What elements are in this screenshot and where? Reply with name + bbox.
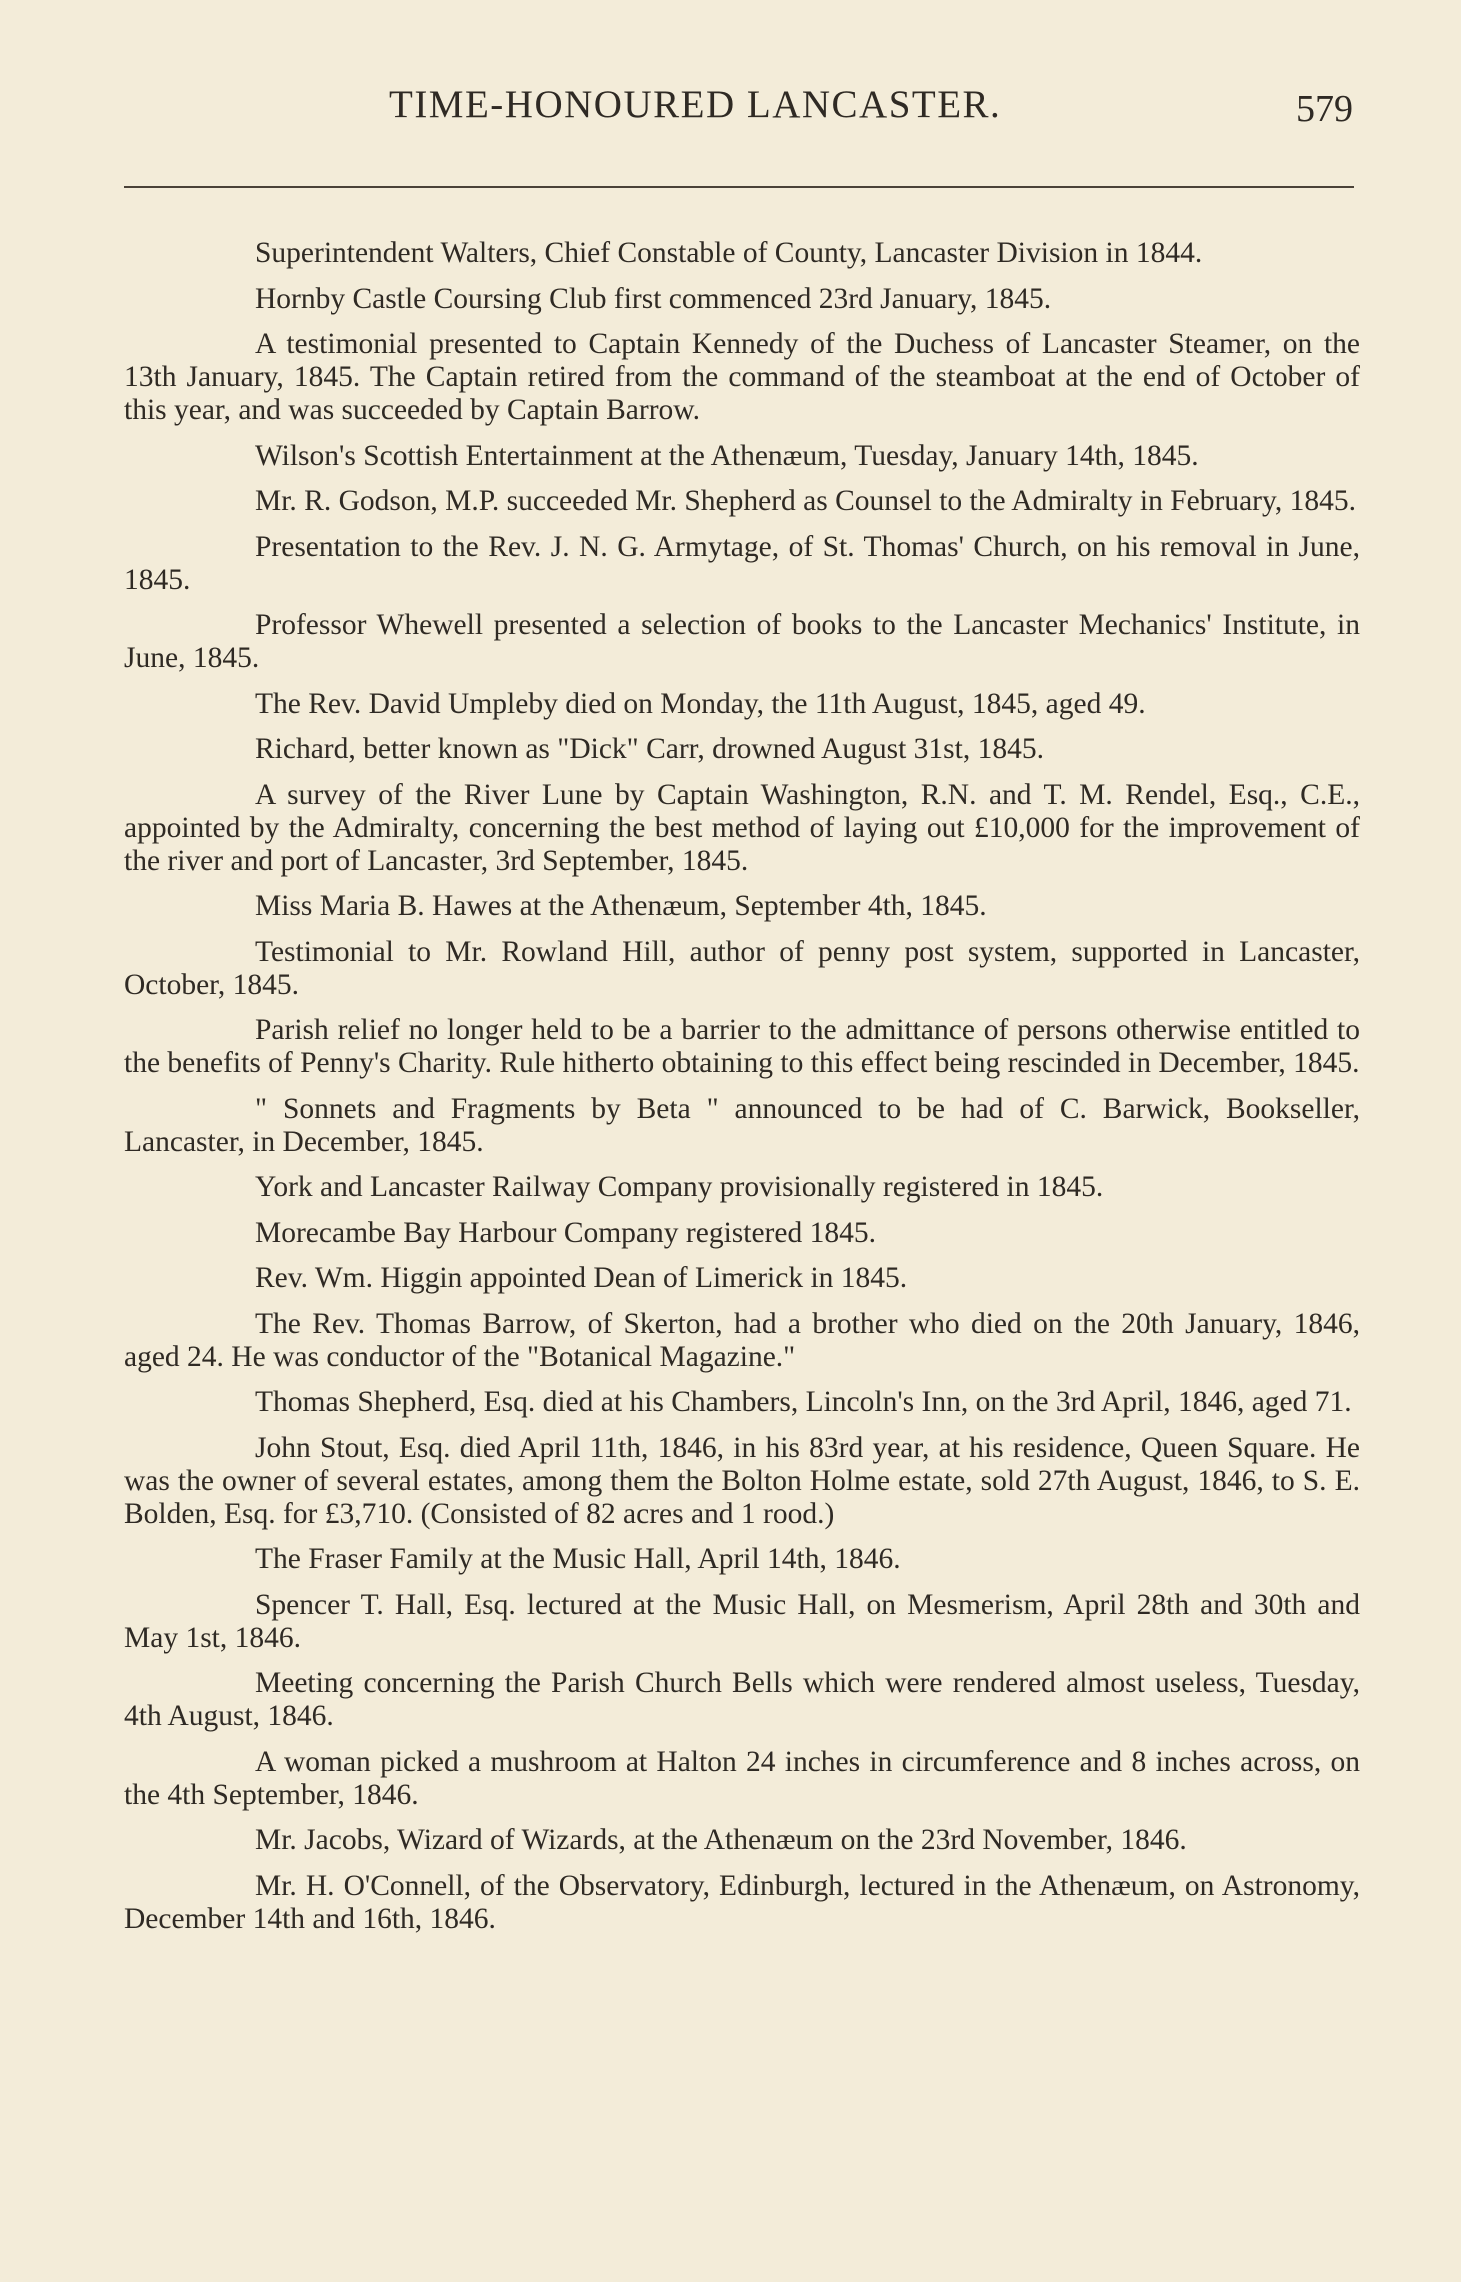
- entry: Professor Whewell presented a selection of books to the Lancaster Mechanics' Institute, in June, 1845.: [124, 609, 1360, 674]
- entry: Mr. H. O'Connell, of the Observatory, Edinburgh, lectured in the Athenæum, on Astronomy, December 14th and 16th, 1846.: [124, 1869, 1360, 1935]
- running-title: TIME-HONOURED LANCASTER.: [389, 83, 1002, 126]
- entry: Miss Maria B. Hawes at the Athenæum, September 4th, 1845.: [255, 890, 987, 922]
- page-number: 579: [1296, 88, 1353, 130]
- entry: Rev. Wm. Higgin appointed Dean of Limerick in 1845.: [255, 1262, 908, 1294]
- entry: Spencer T. Hall, Esq. lectured at the Music Hall, on Mesmerism, April 28th and 30th and May 1st, 1846.: [124, 1588, 1360, 1654]
- entry: Meeting concerning the Parish Church Bells which were rendered almost useless, Tuesday, 4th August, 1846.: [124, 1667, 1360, 1732]
- entry: Wilson's Scottish Entertainment at the Athenæum, Tuesday, January 14th, 1845.: [255, 439, 1199, 472]
- entry: Parish relief no longer held to be a barrier to the admittance of persons otherwise entitled to the benefits of Penny's Charity. Rule hitherto obtaining to this effect being rescinded in December, 1845.: [124, 1014, 1360, 1079]
- entry: A testimonial presented to Captain Kennedy of the Duchess of Lancaster Steamer, on the 13th January, 1845. The Captain retired from the command of the steamboat at the end of October of this year, and was succeeded by Captain Barrow.: [124, 328, 1360, 426]
- header-rule: [124, 186, 1354, 188]
- chronicle-entries: [124, 237, 1360, 1948]
- entry: Mr. R. Godson, M.P. succeeded Mr. Shepherd as Counsel to the Admiralty in February, 1845.: [255, 485, 1356, 517]
- entry: The Rev. Thomas Barrow, of Skerton, had a brother who died on the 20th January, 1846, aged 24. He was conductor of the "Botanical Magazine.": [124, 1307, 1360, 1373]
- entry: Mr. Jacobs, Wizard of Wizards, at the Athenæum on the 23rd November, 1846.: [255, 1824, 1187, 1856]
- entry: Morecambe Bay Harbour Company registered 1845.: [255, 1216, 876, 1249]
- entry: Thomas Shepherd, Esq. died at his Chambers, Lincoln's Inn, on the 3rd April, 1846, aged 71.: [255, 1386, 1352, 1418]
- entry: The Rev. David Umpleby died on Monday, the 11th August, 1845, aged 49.: [255, 687, 1146, 720]
- entry: A survey of the River Lune by Captain Washington, R.N. and T. M. Rendel, Esq., C.E., appointed by the Admiralty, concerning the best method of laying out £10,000 for the improvement of the river and port of Lancaster, 3rd September, 1845.: [124, 778, 1360, 877]
- entry: " Sonnets and Fragments by Beta " announced to be had of C. Barwick, Bookseller, Lancaster, in December, 1845.: [124, 1092, 1360, 1158]
- entry: Richard, better known as "Dick" Carr, drowned August 31st, 1845.: [255, 733, 1044, 765]
- entry: The Fraser Family at the Music Hall, April 14th, 1846.: [255, 1543, 901, 1575]
- entry: Hornby Castle Coursing Club first commenced 23rd January, 1845.: [255, 282, 1052, 315]
- entry: John Stout, Esq. died April 11th, 1846, in his 83rd year, at his residence, Queen Square. He was the owner of several estates, among them the Bolton Holme estate, sold 27th August, 1846, to S. E. Bolden, Esq. for £3,710. (Consisted of 82 acres and 1 rood.): [124, 1431, 1360, 1530]
- entry: Superintendent Walters, Chief Constable of County, Lancaster Division in 1844.: [255, 237, 1203, 269]
- entry: Presentation to the Rev. J. N. G. Armytage, of St. Thomas' Church, on his removal in June, 1845.: [124, 530, 1360, 596]
- entry: York and Lancaster Railway Company provisionally registered in 1845.: [255, 1171, 1104, 1203]
- page-header: [124, 82, 1353, 142]
- entry: Testimonial to Mr. Rowland Hill, author of penny post system, supported in Lancaster, October, 1845.: [124, 935, 1360, 1001]
- entry: A woman picked a mushroom at Halton 24 inches in circumference and 8 inches across, on the 4th September, 1846.: [124, 1745, 1360, 1811]
